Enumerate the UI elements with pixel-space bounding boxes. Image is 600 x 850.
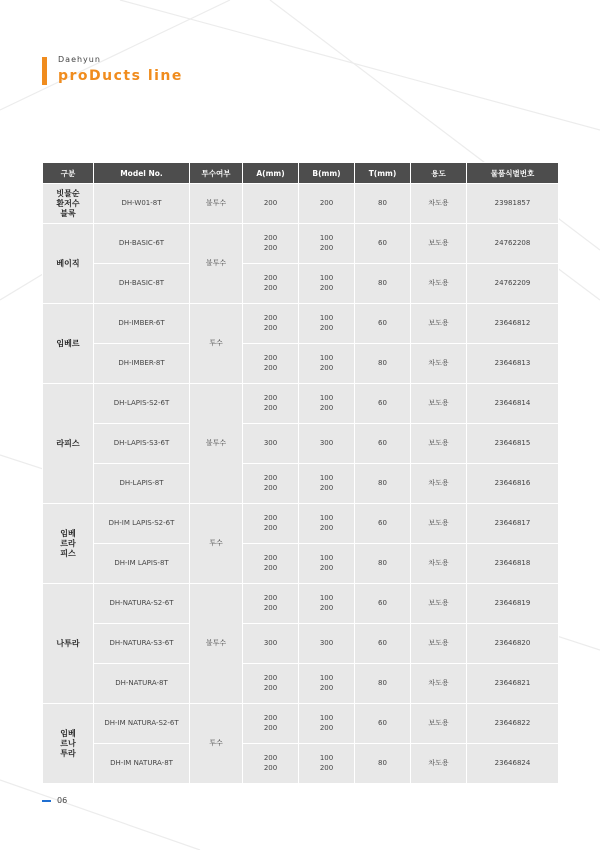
table-row (43, 704, 559, 744)
permeability-cell: 불투수 (190, 224, 243, 304)
model-cell: DH-NATURA-S2-6T (94, 584, 190, 624)
t-mm-cell: 60 (355, 584, 411, 624)
t-mm-cell: 60 (355, 304, 411, 344)
column-header: 용도 (411, 163, 467, 184)
products-table (42, 162, 559, 784)
product-id-cell: 23646817 (467, 504, 559, 544)
table-row (43, 544, 559, 584)
category-cell: 라피스 (43, 384, 94, 504)
a-mm-cell: 200 200 (243, 664, 299, 704)
t-mm-cell: 80 (355, 464, 411, 504)
use-cell: 보도용 (411, 224, 467, 264)
accent-bar (42, 57, 47, 85)
a-mm-cell: 200 (243, 184, 299, 224)
model-cell: DH-BASIC-6T (94, 224, 190, 264)
page-footer (42, 796, 67, 805)
a-mm-cell: 200 200 (243, 504, 299, 544)
model-cell: DH-NATURA-8T (94, 664, 190, 704)
table-body (43, 184, 559, 784)
table-row (43, 624, 559, 664)
a-mm-cell: 200 200 (243, 584, 299, 624)
use-cell: 보도용 (411, 704, 467, 744)
a-mm-cell: 200 200 (243, 744, 299, 784)
product-id-cell: 23646816 (467, 464, 559, 504)
product-id-cell: 23646814 (467, 384, 559, 424)
use-cell: 보도용 (411, 584, 467, 624)
a-mm-cell: 200 200 (243, 224, 299, 264)
permeability-cell: 투수 (190, 504, 243, 584)
a-mm-cell: 200 200 (243, 704, 299, 744)
b-mm-cell: 100 200 (299, 504, 355, 544)
brand-name: Daehyun (58, 55, 101, 64)
product-id-cell: 23646815 (467, 424, 559, 464)
category-cell: 임베 르나 투라 (43, 704, 94, 784)
b-mm-cell: 100 200 (299, 544, 355, 584)
product-id-cell: 23646819 (467, 584, 559, 624)
table-row (43, 264, 559, 304)
a-mm-cell: 300 (243, 624, 299, 664)
product-id-cell: 23646821 (467, 664, 559, 704)
permeability-cell: 불투수 (190, 384, 243, 504)
table-row (43, 664, 559, 704)
t-mm-cell: 80 (355, 184, 411, 224)
table-row (43, 424, 559, 464)
t-mm-cell: 60 (355, 504, 411, 544)
table-header-row (43, 163, 559, 184)
b-mm-cell: 100 200 (299, 344, 355, 384)
model-cell: DH-LAPIS-8T (94, 464, 190, 504)
use-cell: 보도용 (411, 384, 467, 424)
table-row (43, 504, 559, 544)
model-cell: DH-LAPIS-S2-6T (94, 384, 190, 424)
t-mm-cell: 60 (355, 384, 411, 424)
product-id-cell: 23646812 (467, 304, 559, 344)
b-mm-cell: 200 (299, 184, 355, 224)
column-header: 구분 (43, 163, 94, 184)
t-mm-cell: 60 (355, 624, 411, 664)
t-mm-cell: 60 (355, 704, 411, 744)
use-cell: 차도용 (411, 344, 467, 384)
b-mm-cell: 100 200 (299, 264, 355, 304)
use-cell: 차도용 (411, 264, 467, 304)
b-mm-cell: 100 200 (299, 664, 355, 704)
category-cell: 임베 르라 피스 (43, 504, 94, 584)
table-row (43, 744, 559, 784)
permeability-cell: 불투수 (190, 184, 243, 224)
table-row (43, 384, 559, 424)
model-cell: DH-IMBER-6T (94, 304, 190, 344)
use-cell: 보도용 (411, 624, 467, 664)
t-mm-cell: 60 (355, 224, 411, 264)
b-mm-cell: 100 200 (299, 224, 355, 264)
b-mm-cell: 100 200 (299, 704, 355, 744)
product-id-cell: 24762209 (467, 264, 559, 304)
product-id-cell: 23646813 (467, 344, 559, 384)
category-cell: 임베르 (43, 304, 94, 384)
use-cell: 차도용 (411, 464, 467, 504)
column-header: Model No. (94, 163, 190, 184)
category-cell: 나투라 (43, 584, 94, 704)
b-mm-cell: 100 200 (299, 464, 355, 504)
model-cell: DH-IM LAPIS-S2-6T (94, 504, 190, 544)
use-cell: 보도용 (411, 304, 467, 344)
use-cell: 차도용 (411, 544, 467, 584)
b-mm-cell: 100 200 (299, 584, 355, 624)
column-header: T(mm) (355, 163, 411, 184)
a-mm-cell: 200 200 (243, 264, 299, 304)
table-row (43, 224, 559, 264)
t-mm-cell: 80 (355, 744, 411, 784)
use-cell: 차도용 (411, 744, 467, 784)
t-mm-cell: 80 (355, 344, 411, 384)
table-row (43, 184, 559, 224)
product-id-cell: 23646824 (467, 744, 559, 784)
model-cell: DH-W01-8T (94, 184, 190, 224)
column-header: 투수여부 (190, 163, 243, 184)
page-number: 06 (57, 796, 68, 805)
table-row (43, 304, 559, 344)
t-mm-cell: 80 (355, 544, 411, 584)
a-mm-cell: 300 (243, 424, 299, 464)
product-id-cell: 23646820 (467, 624, 559, 664)
table-row (43, 344, 559, 384)
t-mm-cell: 80 (355, 264, 411, 304)
column-header: B(mm) (299, 163, 355, 184)
footer-dash (42, 800, 51, 802)
a-mm-cell: 200 200 (243, 384, 299, 424)
permeability-cell: 불투수 (190, 584, 243, 704)
b-mm-cell: 100 200 (299, 744, 355, 784)
use-cell: 차도용 (411, 184, 467, 224)
model-cell: DH-NATURA-S3-6T (94, 624, 190, 664)
section-title: proDucts line (58, 68, 183, 84)
b-mm-cell: 100 200 (299, 384, 355, 424)
product-id-cell: 23646822 (467, 704, 559, 744)
model-cell: DH-BASIC-8T (94, 264, 190, 304)
table-row (43, 464, 559, 504)
table-row (43, 584, 559, 624)
model-cell: DH-IM LAPIS-8T (94, 544, 190, 584)
model-cell: DH-IM NATURA-8T (94, 744, 190, 784)
a-mm-cell: 200 200 (243, 544, 299, 584)
column-header: 물품식별번호 (467, 163, 559, 184)
category-cell: 베이직 (43, 224, 94, 304)
use-cell: 보도용 (411, 504, 467, 544)
category-cell: 빗물순 환저수 블록 (43, 184, 94, 224)
product-id-cell: 23981857 (467, 184, 559, 224)
t-mm-cell: 80 (355, 664, 411, 704)
model-cell: DH-IMBER-8T (94, 344, 190, 384)
b-mm-cell: 100 200 (299, 304, 355, 344)
column-header: A(mm) (243, 163, 299, 184)
permeability-cell: 투수 (190, 304, 243, 384)
permeability-cell: 투수 (190, 704, 243, 784)
model-cell: DH-LAPIS-S3-6T (94, 424, 190, 464)
a-mm-cell: 200 200 (243, 344, 299, 384)
b-mm-cell: 300 (299, 424, 355, 464)
model-cell: DH-IM NATURA-S2-6T (94, 704, 190, 744)
use-cell: 보도용 (411, 424, 467, 464)
use-cell: 차도용 (411, 664, 467, 704)
product-id-cell: 23646818 (467, 544, 559, 584)
product-id-cell: 24762208 (467, 224, 559, 264)
a-mm-cell: 200 200 (243, 304, 299, 344)
t-mm-cell: 60 (355, 424, 411, 464)
a-mm-cell: 200 200 (243, 464, 299, 504)
b-mm-cell: 300 (299, 624, 355, 664)
